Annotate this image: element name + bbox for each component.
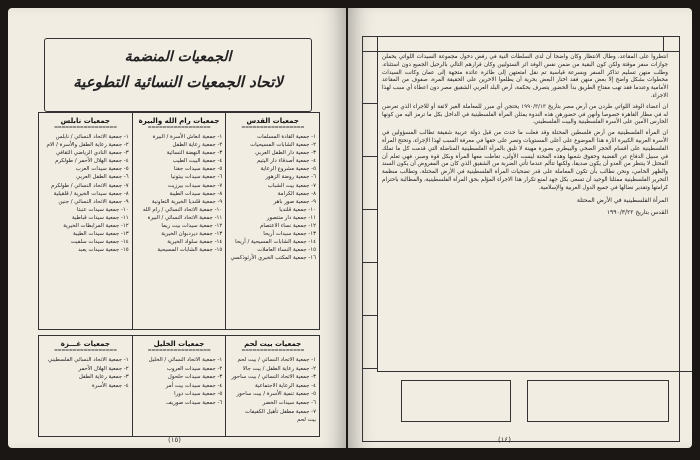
letter-paragraph: انتظروا على المقاعد، وطال الانتظار وكان واضحا أن لدى السلطات النية في رفض دخول مجموعة السيدات اللواتي يحملن جوازات سفر موقتة ولكن كون البقية من ضمن نفس الوفد اثر الستوليين وكان قرارهم التالي بالرحيل الجميع دون استثناء، وطلب منهن تسليم تذاكر السفر وبسرعة قياسية تم نقل امتعتهن إلى طائرة عائدة متجهة إلى عمان وكانت السيدات محطوات بشكل واضح إلا بعض منهن فقد اختار البعض بحرية أن يطلعوا الاخرين على الحقيقة المرة، صفوف من المقاعد الأمامية وعندما فقد تهب مفتاح الطريق بدأ الحضور يتصرف بحكمة، أرض البلد العربي الشقيق مصر دون اعطاء أي سبب لهذا الاجراء. — [382, 54, 668, 99]
association-item: ١٤- جمعية الشابات المسيحية / أريحا — [235, 239, 316, 246]
letter-signature: المرأة الفلسطينية في الأرض المحتلة — [576, 196, 668, 204]
item-list — [229, 356, 316, 425]
heading-divider: ================= — [241, 125, 305, 131]
association-item: ١٣- جمعية ديردبوان الخيرية — [161, 231, 223, 238]
frame-cell — [363, 316, 377, 369]
association-item: ١- جمعية انعاش الأسرة / البيرة — [152, 134, 223, 140]
association-item: ١١- جمعية دار منتصور — [266, 214, 316, 221]
association-item: ١٢- جمعية المرابطات الخيرية — [63, 223, 129, 230]
header-title-line1: الجمعيات المنضمة — [124, 49, 232, 65]
association-item: ٣- جمعية النادي الرياضي الثقافي — [55, 150, 129, 157]
heading-divider: ================= — [53, 125, 117, 131]
association-item: ٢- جمعية سيدات العروب — [166, 365, 223, 372]
heading-divider: ================= — [53, 348, 117, 354]
association-item: ١١- جمعية الاتحاد النسائي / البيرة — [147, 214, 223, 221]
frame-top-strip — [363, 37, 679, 52]
frame-bottom-strip — [377, 371, 692, 442]
frame-cell — [363, 157, 377, 210]
association-item: ٧- جمعية مطفل تأهيل الكفيفات — [245, 408, 316, 415]
association-item: ١١- جمعية سيدات قباطية — [72, 214, 129, 221]
association-item: ١٤- جمعية سيدات سلفيت — [70, 239, 129, 246]
item-list — [42, 133, 129, 254]
column-nablus — [39, 113, 132, 329]
association-item: ١٢- جمعية نساء الاعتصام — [259, 223, 316, 230]
frame-side-strip — [363, 51, 378, 371]
heading-divider: ================= — [241, 348, 305, 354]
frame-cell — [363, 51, 377, 104]
column-heading: جمعيات رام الله والبيرة — [138, 117, 220, 125]
frame-cell — [363, 210, 377, 263]
column-heading: جمعيات نابلس — [60, 117, 110, 125]
association-item: ٤- جمعية البيت الطيب — [172, 158, 223, 165]
association-item: ٢- جمعية الشابات المسيحيات — [250, 142, 316, 149]
letter-paragraph: ان المرأة الفلسطينية من أرض فلسطين المحتلة وقد فعلت ما حدث من قبل دولة عربية شقيقة تطالب المسؤولين في الأسرة العربية الكبيرة اثارة هذا الموضوع على أعلى المستويات وتصر على حقها في معرفة السبب لهذا الإجراء، وتحتج المرأة الفلسطينية على أقسام الحجر الصحي والبيطري بصورة مهينة لا تليق بالمرأة الفلسطينية المناضلة التي قدمت كل ما تملك في سبيل الدفاع عن القضية وحقوق شعبها وهذه المحنة ليست الأولى، تعاطت معها المرأة وبكل قوة وصبر، فهي تعلم أن المحتل لا ينتظر من العدو أن يكون صديقا، ولكنها تتألم عندما تأتي الضربة من الشقيق الذي كان من المفروض أن يكون السند والظهر الحامي، ونحن نطالب بأن تكون المعاملة على قدر تضحيات المرأة الفلسطينية في الأرض المحتلة، وتطالب منظمة التحرير الفلسطينية ممثلنا الوحيد أن تسعى بكل جهد لمنع تكرار هذا الاجراء المؤلم بحق المرأة الفلسطينية، والمطالبة باحترام كرامتها وتقدير نضالها في جميع الدول العربية والإسلامية. — [382, 130, 668, 191]
association-item: ٧- جمعية الاتحاد النسائي / طولكرم — [51, 182, 129, 189]
frame-bottom-box — [401, 380, 511, 422]
association-item: ١٦- جمعية المكتب الخيري الأرثوذكسي — [230, 255, 316, 262]
association-item: ١٠- جمعية الاتحاد النسائي / رام الله — [142, 206, 223, 213]
frame-cell — [363, 263, 377, 316]
association-item: ١٠- جمعية قلنديا — [279, 206, 316, 213]
association-item: ١٥- جمعية سيدات يعبد — [78, 247, 129, 254]
right-page — [348, 8, 692, 448]
item-list — [229, 133, 316, 263]
association-item: ٢- جمعية رعاية الطفل والأسرة / الام — [46, 142, 129, 149]
frame-square — [663, 37, 678, 51]
association-item: ٣- جمعية رعاية الطفل — [78, 374, 129, 381]
association-item: ٦- جمعية روضة الزهور — [265, 174, 316, 181]
letter-place-date: القدس بتاريخ ١٩٩٠/٣/٢٢ — [606, 208, 668, 216]
heading-divider: ================= — [147, 125, 211, 131]
association-item: ١- جمعية الاتحاد النسائي / الخليل — [148, 357, 223, 363]
association-item: بيت لحم — [297, 417, 316, 424]
item-list — [136, 133, 223, 254]
item-list — [136, 356, 223, 408]
association-item: ٧- جمعية بيت الشباب — [267, 182, 316, 189]
column-ramallah — [132, 113, 226, 329]
heading-divider: ================= — [147, 348, 211, 354]
association-item: ١٠- جمعية سيدات عنبتا — [76, 206, 129, 213]
association-item: ٣- جمعية سيدات حلحول — [167, 374, 223, 381]
association-item: ٩- جمعية قلنديا الخيرية التعاونية — [151, 198, 223, 205]
association-item: ١- جمعية الاتحاد النسائي / نابلس — [55, 134, 129, 140]
association-item: ١- جمعية الاتحاد النسائي الفلسطيني — [47, 357, 129, 363]
association-item: ٤- جمعية الأسرة — [91, 382, 129, 389]
association-item: ٤- جمعية أصدقاء دار اليتيم — [256, 158, 316, 165]
association-item: ٥- جمعية سيدات العرب — [75, 166, 129, 173]
association-item: ٨- جمعية سيدات الخيرية / قلقيلية — [53, 190, 129, 197]
column-heading: جمعيات بيت لحم — [244, 340, 302, 348]
column-bethlehem — [225, 336, 319, 436]
association-item: ٢- جمعية رعاية الطفل / بيت جالا — [242, 365, 316, 372]
frame-cell — [363, 104, 377, 157]
column-hebron — [132, 336, 226, 436]
letter-paragraph: ان أعضاء الوفد اللواتي طردن من أرض مصر بتاريخ ١٩٩٠/٣/١٣ يحتجن أي مبرر للمعاملة الغير لائقة أو للاجراء الذي تعرضن له في مطار القاهرة خصوصا وأنهن في حضورهن هذه الندوة يمثلن المرأة الفلسطينية في الداخل بكل ما ترمز اليه من كونها الحارس الأمين على الأسرة الفلسطينية والبيت الفلسطيني. — [382, 103, 668, 126]
page-number-right: (١٤) — [498, 436, 511, 444]
association-item: ٤- جمعية الهلال الأحمر / طولكرم — [55, 158, 129, 165]
association-item: ١٤- جمعية سلواد الخيرية — [167, 239, 223, 246]
association-item: ٢- جمعية رعاية الطفل — [172, 142, 223, 149]
association-item: ٧- جمعية سيدات بيرزيت — [167, 182, 223, 189]
association-item: ١- جمعية القادة المسلمات — [257, 134, 316, 140]
association-item: ٦- جمعية سيدات صوريف — [166, 399, 223, 406]
page-number-left: (١٥) — [168, 436, 181, 444]
header-title-line2: لاتحاد الجمعيات النسائية التطوعية — [73, 73, 283, 91]
column-heading: جمعيات القدس — [246, 117, 299, 125]
association-item: ٩- جمعية الاتحاد النسائي / جنين — [58, 198, 129, 205]
column-jerusalem — [225, 113, 319, 329]
association-item: ٤- جمعية سيدات بيت أمر — [165, 382, 223, 389]
association-item: ٢- جمعية الهلال الأحمر — [78, 365, 129, 372]
letter-body — [382, 54, 668, 217]
column-gaza — [39, 336, 132, 436]
association-item: ٣- جمعية النهضة النسائية — [166, 150, 223, 157]
association-item: ٥- جمعية سيدات دورا — [174, 391, 223, 398]
association-item: ٣- جمعية الاتحاد النسائي / بيت ساحور — [231, 374, 316, 381]
frame-square — [377, 37, 392, 51]
frame-bottom-box — [527, 380, 669, 422]
left-page — [8, 8, 346, 448]
association-item: ٣- جمعية دار الطفل العربي — [255, 150, 316, 157]
association-item: ٨- جمعية الكرامة — [277, 190, 316, 197]
association-item: ٨- جمعية سيدات الطيبة — [169, 190, 223, 197]
association-item: ١- جمعية الاتحاد النسائي / بيت لحم — [237, 357, 316, 363]
associations-table — [38, 112, 320, 330]
association-item: ١٢- جمعية سيدات بيت ريما — [161, 223, 223, 230]
association-item: ١٥- جمعية النساء العاملات — [257, 247, 316, 254]
item-list — [42, 356, 129, 390]
association-item: ٦- جمعية الطفل العربي — [76, 174, 129, 181]
association-item: ٥- جمعية سيدات جفنا — [173, 166, 223, 173]
association-item: ٩- جمعية صور باهر — [273, 198, 316, 205]
association-item: ١٥- جمعية الشابات المسيحية — [157, 247, 223, 254]
association-item: ١٣- جمعية سيدات الطيبة — [72, 231, 129, 238]
association-item: ٤- جمعية الرعاية الاجتماعية — [255, 382, 316, 389]
column-heading: جمعيات الخليل — [153, 340, 205, 348]
header-box — [44, 38, 312, 112]
association-item: ٦- جمعية سيدات الخضر — [262, 399, 316, 406]
associations-table-2 — [38, 335, 320, 437]
association-item: ٥- جمعية تنمية الأسرة / بيت ساحور — [236, 391, 316, 398]
column-heading: جمعيات غـــزة — [60, 340, 110, 348]
association-item: ٥- جمعية مشروع الرعاية — [260, 166, 316, 173]
association-item: ١٣- جمعية سيدات أريحا — [263, 231, 316, 238]
association-item: ٦- جمعية سيدات بيتونيا — [170, 174, 223, 181]
